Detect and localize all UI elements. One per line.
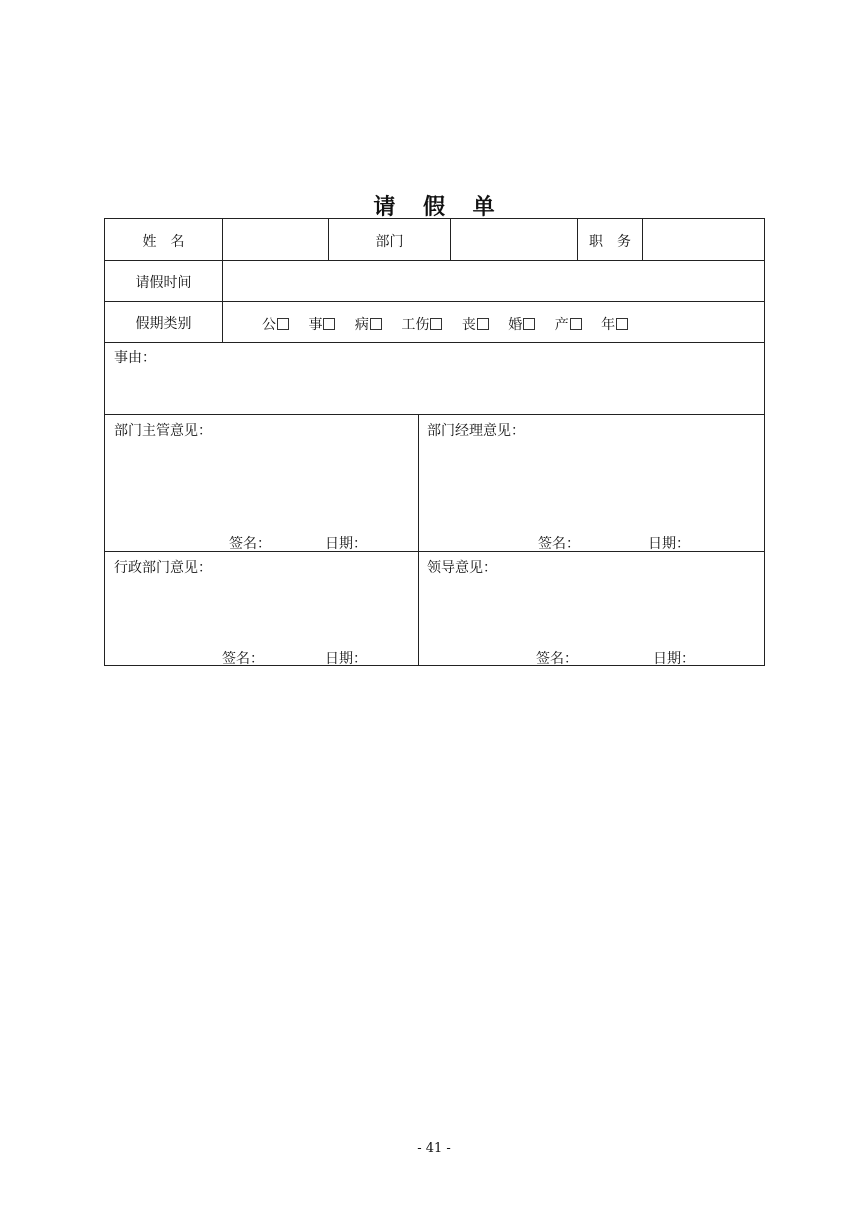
form-title: 请 假 单 [373, 195, 505, 220]
leave-type-personal[interactable]: 事 [308, 314, 335, 334]
manager-signature-label: 签名： [538, 536, 580, 552]
leave-time-field[interactable] [223, 261, 764, 301]
leave-type-official[interactable]: 公 [262, 314, 289, 334]
leader-date-label: 日期： [653, 651, 695, 667]
supervisor-date-label: 日期： [325, 536, 367, 552]
admin-opinion-label: 行政部门意见： [114, 560, 212, 576]
manager-date-label: 日期： [648, 536, 690, 552]
reason-label: 事由： [114, 350, 156, 366]
checkbox-icon [616, 318, 628, 330]
leader-signature-label: 签名： [536, 651, 578, 667]
row-divider [105, 414, 764, 415]
manager-opinion-field[interactable] [419, 439, 764, 527]
page-number: - 41 - [417, 1141, 451, 1156]
position-field[interactable] [643, 219, 764, 260]
checkbox-icon [323, 318, 335, 330]
name-field[interactable] [223, 219, 328, 260]
position-label: 职 务 [589, 234, 631, 250]
leave-request-form [104, 218, 765, 666]
checkbox-icon [477, 318, 489, 330]
leave-type-options [262, 314, 643, 334]
supervisor-signature-label: 签名： [229, 536, 271, 552]
checkbox-icon [430, 318, 442, 330]
leave-type-injury[interactable]: 工伤 [401, 314, 442, 334]
checkbox-icon [570, 318, 582, 330]
name-label: 姓 名 [142, 234, 185, 250]
leave-type-maternity[interactable]: 产 [555, 314, 582, 334]
row-divider [105, 342, 764, 343]
leave-time-label: 请假时间 [135, 275, 192, 291]
checkbox-icon [277, 318, 289, 330]
leave-type-annual[interactable]: 年 [601, 314, 628, 334]
leave-type-bereavement[interactable]: 丧 [462, 314, 489, 334]
leader-opinion-label: 领导意见： [427, 560, 497, 576]
checkbox-icon [523, 318, 535, 330]
reason-field[interactable] [105, 365, 764, 413]
admin-opinion-field[interactable] [105, 576, 417, 642]
row-divider [105, 301, 764, 302]
leave-type-sick[interactable]: 病 [355, 314, 382, 334]
department-label: 部门 [375, 234, 404, 250]
leave-type-label: 假期类别 [135, 316, 192, 332]
leader-opinion-field[interactable] [419, 576, 764, 642]
supervisor-opinion-label: 部门主管意见： [114, 423, 212, 439]
checkbox-icon [370, 318, 382, 330]
leave-type-marriage[interactable]: 婚 [508, 314, 535, 334]
department-field[interactable] [451, 219, 577, 260]
manager-opinion-label: 部门经理意见： [427, 423, 525, 439]
admin-date-label: 日期： [325, 651, 367, 667]
admin-signature-label: 签名： [222, 651, 264, 667]
supervisor-opinion-field[interactable] [105, 439, 417, 527]
